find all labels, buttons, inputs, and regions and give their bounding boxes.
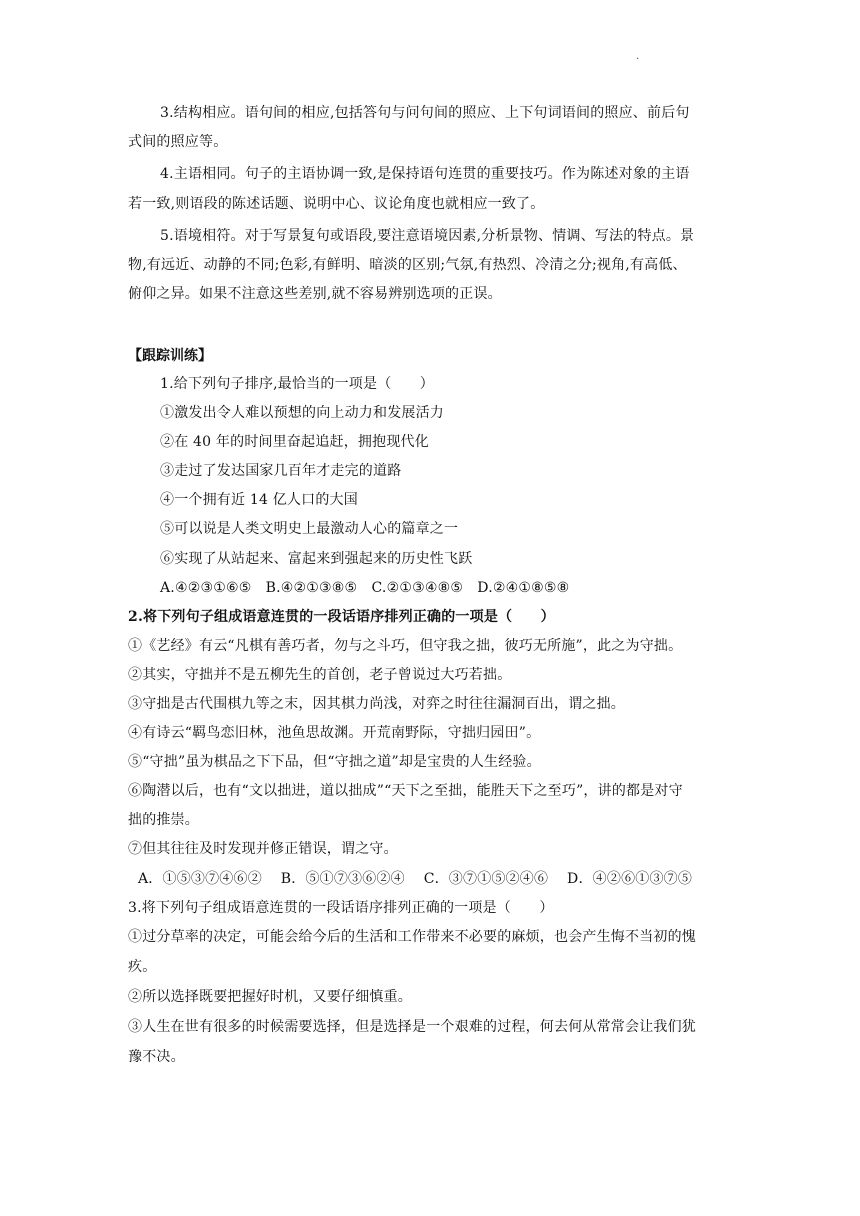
question-2-options: A．①⑤③⑦④⑥② B．⑤①⑦③⑥②④ C．③⑦①⑤②④⑥ D．④②⑥①③⑦⑤ — [138, 871, 693, 887]
header-mark: · — [636, 54, 640, 65]
intro-paragraph-5-line-1: 5.语境相符。对于写景复句或语段,要注意语境因素,分析景物、情调、写法的特点。景 — [160, 228, 695, 244]
question-3-item-continuation: 疚。 — [128, 959, 157, 975]
question-3-item: ③人生在世有很多的时候需要选择，但是选择是一个艰难的过程，何去何从常常会让我们犹 — [128, 1019, 696, 1035]
question-2-item: ⑤“守拙”虽为棋品之下下品，但“守拙之道”却是宝贵的人生经验。 — [128, 754, 541, 770]
question-3-item: ②所以选择既要把握好时机，又要仔细慎重。 — [128, 989, 412, 1005]
intro-paragraph-4-line-2: 若一致,则语段的陈述话题、说明中心、议论角度也就相应一致了。 — [128, 196, 545, 212]
question-2-item: ①《艺经》有云“凡棋有善巧者，勿与之斗巧，但守我之拙，彼巧无所施”，此之为守拙。 — [128, 638, 683, 654]
question-3-item-continuation: 豫不决。 — [128, 1049, 185, 1065]
section-heading: 【跟踪训练】 — [128, 348, 212, 364]
question-2-item: ⑦但其往往及时发现并修正错误，谓之守。 — [128, 841, 398, 857]
question-1-item: ③走过了发达国家几百年才走完的道路 — [160, 463, 402, 479]
question-2-stem: 2.将下列句子组成语意连贯的一段话语序排列正确的一项是（ ） — [128, 609, 555, 625]
question-2-item: ②其实，守拙并不是五柳先生的首创，老子曾说过大巧若拙。 — [128, 667, 512, 683]
question-2-item-continuation: 拙的推崇。 — [128, 812, 199, 828]
question-3-stem: 3.将下列句子组成语意连贯的一段话语序排列正确的一项是（ ） — [128, 900, 554, 916]
intro-paragraph-5-line-2: 物,有远近、动静的不同;色彩,有鲜明、暗淡的区别;气氛,有热烈、冷清之分;视角,有高低、 — [128, 257, 687, 273]
question-2-item: ⑥陶潜以后，也有“文以拙进，道以拙成”“天下之至拙，能胜天下之至巧”，讲的都是对守 — [128, 783, 683, 799]
intro-paragraph-4-line-1: 4.主语相同。句子的主语协调一致,是保持语句连贯的重要技巧。作为陈述对象的主语 — [160, 166, 690, 182]
intro-paragraph-3-line-1: 3.结构相应。语句间的相应,包括答句与问句间的照应、上下句词语间的照应、前后句 — [160, 105, 690, 121]
question-1-item: ⑥实现了从站起来、富起来到强起来的历史性飞跃 — [160, 551, 473, 567]
intro-paragraph-5-line-3: 俯仰之异。如果不注意这些差别,就不容易辨别选项的正误。 — [128, 286, 502, 302]
question-1-item: ④一个拥有近 14 亿人口的大国 — [160, 492, 358, 508]
question-1-stem: 1.给下列句子排序,最恰当的一项是（ ） — [160, 376, 435, 392]
question-1-item: ②在 40 年的时间里奋起追赶，拥抱现代化 — [160, 434, 429, 450]
question-1-item: ⑤可以说是人类文明史上最激动人心的篇章之一 — [160, 521, 459, 537]
intro-paragraph-3-line-2: 式间的照应等。 — [128, 134, 228, 150]
question-1-item: ①激发出令人难以预想的向上动力和发展活力 — [160, 405, 444, 421]
question-2-item: ③守拙是古代围棋九等之末，因其棋力尚浅，对弈之时往往漏洞百出，谓之拙。 — [128, 696, 625, 712]
question-3-item: ①过分草率的决定，可能会给今后的生活和工作带来不必要的麻烦，也会产生悔不当初的愧 — [128, 929, 696, 945]
question-1-options: A.④②③①⑥⑤ B.④②①③⑧⑤ C.②①③④⑧⑤ D.②④①⑧⑤⑧ — [160, 580, 570, 596]
question-2-item: ④有诗云“羁鸟恋旧林，池鱼思故渊。开荒南野际，守拙归园田”。 — [128, 725, 541, 741]
